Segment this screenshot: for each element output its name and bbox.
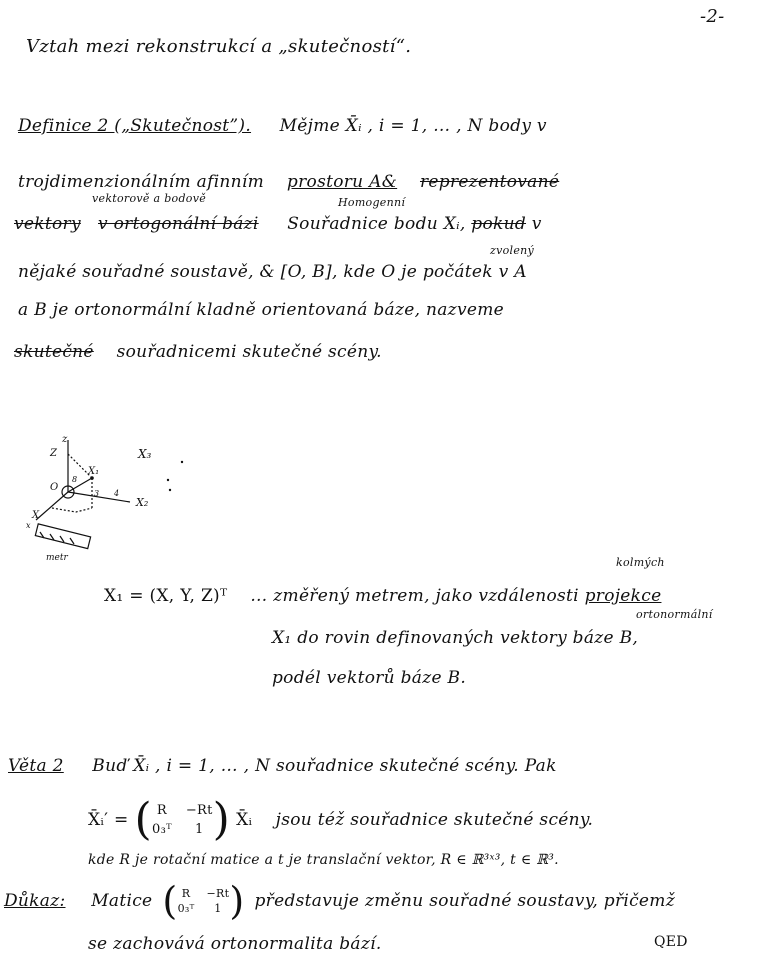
definition-text-2b: prostoru A& [286, 172, 398, 192]
label-x1: X₁ [88, 466, 100, 477]
label-ruler: metr [46, 553, 68, 563]
theorem-m22: 1 [194, 822, 204, 837]
theorem-text-1: Buď X̄ᵢ , i = 1, … , N souřadnice skutečné scény. Pak [92, 756, 557, 776]
heading: Vztah mezi rekonstrukcí a „skutečností“. [26, 36, 412, 57]
definition-insert-3: zvolený [490, 244, 535, 257]
proof-label: Důkaz: [4, 891, 66, 911]
definition-struck-3c: pokud [471, 214, 527, 234]
definition-line-4 [18, 262, 527, 282]
note-equation: X₁ = (X, Y, Z)ᵀ [104, 586, 228, 606]
note-text-1: … změřený metrem, jako vzdálenosti [250, 586, 579, 606]
page-number: -2- [700, 6, 725, 27]
definition-text-4a: nějaké souřadné soustavě, & [O, B], kde O je [18, 262, 418, 282]
theorem-eq-rhs: X̄ᵢ [236, 810, 253, 830]
theorem-m12: −Rt [185, 803, 213, 818]
theorem-m11: R [156, 803, 167, 818]
theorem-eq-lhs: X̄ᵢ′ = [88, 810, 129, 830]
label-8: 8 [72, 475, 78, 484]
proof-line-2: se zachovává ortonormalita bází. [88, 934, 382, 954]
label-x: x [26, 521, 31, 530]
proof-text-1b: představuje změnu souřadné soustavy, přičemž [254, 891, 675, 911]
label-3: 3 [94, 489, 100, 498]
proof-matrix: ( R −Rt 0₃ᵀ 1 ) [162, 879, 245, 923]
point-dot [169, 489, 171, 491]
theorem-matrix: ( R −Rt 0₃ᵀ 1 ) [134, 794, 231, 845]
note-insert-above: kolmých [616, 556, 665, 569]
definition-struck-6: skutečné [14, 342, 94, 362]
definition-struck-2: reprezentované [419, 172, 560, 192]
coordinate-sketch [22, 430, 192, 570]
definition-text-4b: počátek v A [422, 262, 527, 282]
proof-m11: R [181, 887, 191, 900]
note-insert-ortho: ortonormální [636, 608, 713, 621]
proof-text-1a: Matice [91, 891, 153, 911]
definition-struck-3a: vektory [14, 214, 81, 234]
note-line-1 [104, 586, 661, 606]
label-X: X [32, 510, 40, 521]
definition-insert-1: vektorově a bodově [92, 192, 207, 205]
definition-text-3: Souřadnice bodu Xᵢ, [287, 214, 466, 234]
theorem-eq-tail: jsou též souřadnice skutečné scény. [275, 810, 594, 830]
note-text-1c: projekce [584, 586, 662, 606]
definition-label: Definice 2 („Skutečnost”). [18, 116, 252, 136]
proof-m22: 1 [214, 902, 222, 915]
theorem-line-1 [8, 756, 557, 776]
theorem-m21: 0₃ᵀ [152, 822, 172, 837]
point-dot [181, 461, 183, 463]
definition-text-3-end: v [531, 214, 542, 234]
theorem-equation [88, 794, 594, 845]
label-4: 4 [114, 489, 120, 498]
definition-line-3 [14, 214, 542, 234]
proof-m21: 0₃ᵀ [177, 902, 195, 915]
label-Z: Z [50, 448, 57, 459]
ruler-tick [70, 538, 74, 544]
label-z: z [62, 434, 68, 445]
proof-m12: −Rt [206, 887, 230, 900]
ruler [35, 524, 90, 549]
definition-line-6 [14, 342, 382, 362]
label-x2: X₂ [136, 496, 149, 509]
label-x3: X₃ [138, 447, 152, 461]
note-line-2: X₁ do rovin definovaných vektory báze B, [272, 628, 639, 648]
definition-text-6: souřadnicemi skutečné scény. [116, 342, 382, 362]
proof-line-1 [4, 879, 675, 923]
definition-insert-2: Homogenní [338, 196, 406, 209]
theorem-line-3: kde R je rotační matice a t je translační vektor, R ∈ ℝ³ˣ³, t ∈ ℝ³. [88, 852, 559, 868]
definition-line-5: a B je ortonormální kladně orientovaná báze, nazveme [18, 300, 504, 320]
definition-struck-3b: v ortogonální bázi [98, 214, 259, 234]
definition-text-2a: trojdimenzionálním afinním [18, 172, 265, 192]
point-dot [167, 479, 169, 481]
theorem-label: Věta 2 [8, 756, 64, 776]
note-line-3: podél vektorů báze B. [272, 668, 467, 688]
definition-line-2 [18, 172, 559, 192]
projection-line-3 [52, 508, 92, 512]
definition-line-1 [18, 116, 547, 136]
label-O: O [50, 482, 59, 493]
definition-text-1: Mějme X̄ᵢ , i = 1, … , N body v [279, 116, 547, 136]
proof-qed: QED [654, 934, 688, 950]
ruler-tick [60, 536, 64, 542]
